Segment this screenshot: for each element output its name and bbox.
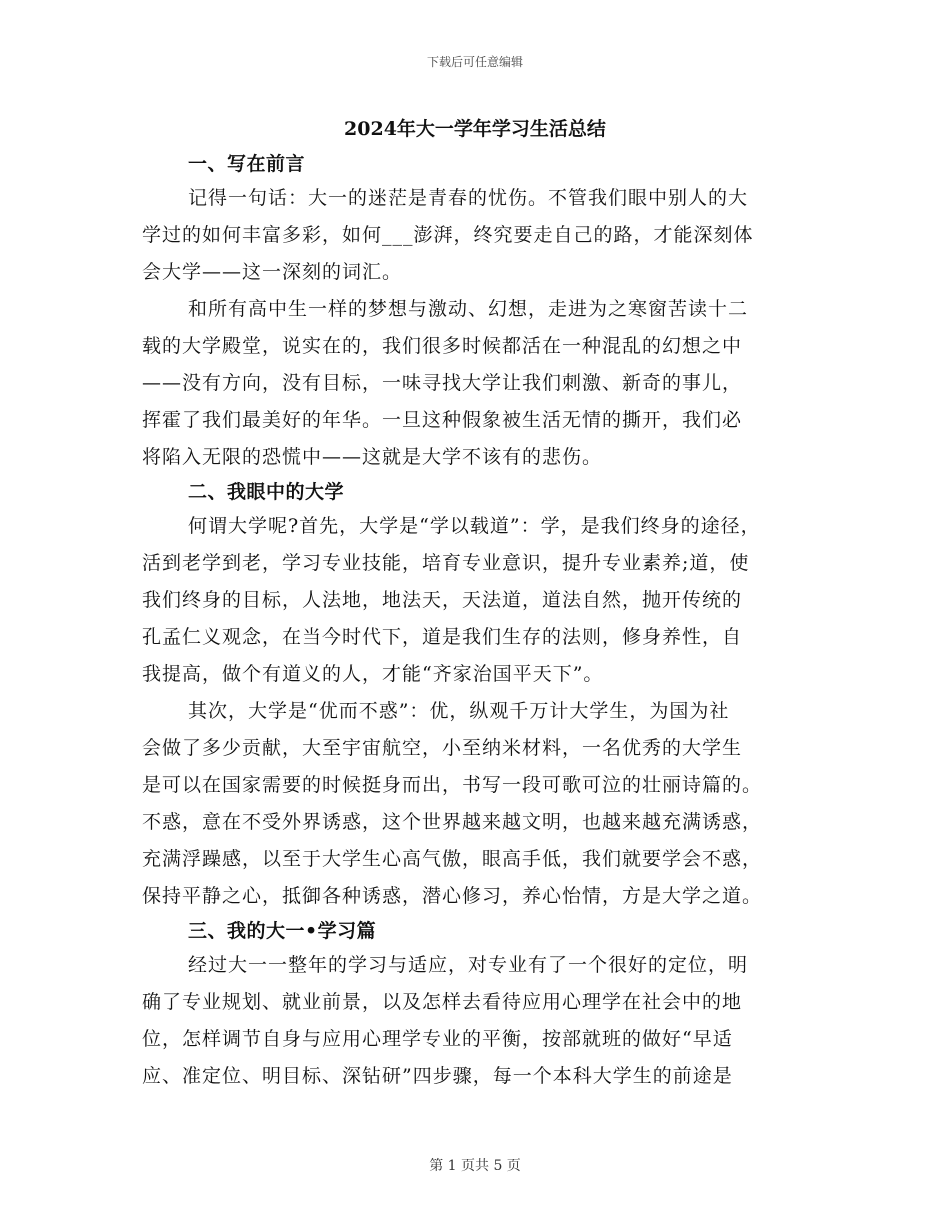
- text-line: 是可以在国家需要的时候挺身而出，书写一段可歌可泣的壮丽诗篇的。: [142, 774, 763, 796]
- page-footer: 第 1 页共 5 页: [429, 1158, 521, 1174]
- paragraph: [142, 180, 812, 291]
- text-line: 孔孟仁义观念，在当今时代下，道是我们生存的法则，修身养性，自: [142, 626, 743, 648]
- paragraph: [142, 508, 812, 693]
- text-line: 会做了多少贡献，大至宇宙航空，小至纳米材料，一名优秀的大学生: [142, 737, 743, 759]
- text-line: 学过的如何丰富多彩，如何___澎湃，终究要走自己的路，才能深刻体: [142, 224, 754, 246]
- text-line: 我们终身的目标，人法地，地法天，天法道，道法自然，抛开传统的: [142, 589, 743, 611]
- section-heading: 一、写在前言: [188, 153, 306, 175]
- text-line: 充满浮躁感，以至于大学生心高气傲，眼高手低，我们就要学会不惑，: [142, 848, 763, 870]
- text-line: 活到老学到老，学习专业技能，培育专业意识，提升专业素养;道，使: [142, 552, 750, 574]
- section-heading: 三、我的大一•学习篇: [188, 920, 377, 942]
- text-line: 经过大一一整年的学习与适应，对专业有了一个很好的定位，明: [188, 954, 749, 976]
- text-line: ——没有方向，没有目标，一味寻找大学让我们刺激、新奇的事儿，: [142, 372, 743, 394]
- paragraph: [142, 291, 812, 476]
- text-line: 我提高，做个有道义的人，才能“齐家治国平天下”。: [142, 663, 604, 685]
- text-line: 不惑，意在不受外界诱惑，这个世界越来越文明，也越来越充满诱惑，: [142, 811, 763, 833]
- page-header: 下载后可任意编辑: [426, 55, 523, 69]
- text-line: 位，怎样调节自身与应用心理学专业的平衡，按部就班的做好“早适: [142, 1028, 733, 1050]
- document-title: 2024年大一学年学习生活总结: [344, 118, 606, 140]
- text-line: 挥霍了我们最美好的年华。一旦这种假象被生活无情的撕开，我们必: [142, 409, 743, 431]
- text-line: 确了专业规划、就业前景，以及怎样去看待应用心理学在社会中的地: [142, 991, 743, 1013]
- text-line: 将陷入无限的恐慌中——这就是大学不该有的悲伤。: [142, 446, 603, 468]
- text-line: 和所有高中生一样的梦想与激动、幻想，走进为之寒窗苦读十二: [188, 298, 749, 320]
- text-line: 何谓大学呢?首先，大学是“学以载道”：学，是我们终身的途径，: [188, 515, 761, 537]
- text-line: 会大学——这一深刻的词汇。: [142, 261, 403, 283]
- section-heading: 二、我眼中的大学: [188, 481, 345, 503]
- text-line: 其次，大学是“优而不惑”：优，纵观千万计大学生，为国为社: [188, 700, 730, 722]
- text-line: 载的大学殿堂，说实在的，我们很多时候都活在一种混乱的幻想之中: [142, 335, 743, 357]
- text-line: 应、准定位、明目标、深钻研”四步骤，每一个本科大学生的前途是: [142, 1065, 733, 1087]
- document-body: [142, 148, 812, 1095]
- text-line: 记得一句话：大一的迷茫是青春的忧伤。不管我们眼中别人的大: [188, 187, 749, 209]
- text-line: 保持平静之心，抵御各种诱惑，潜心修习，养心怡情，方是大学之道。: [142, 885, 763, 907]
- paragraph: [142, 947, 812, 1095]
- paragraph: [142, 693, 812, 915]
